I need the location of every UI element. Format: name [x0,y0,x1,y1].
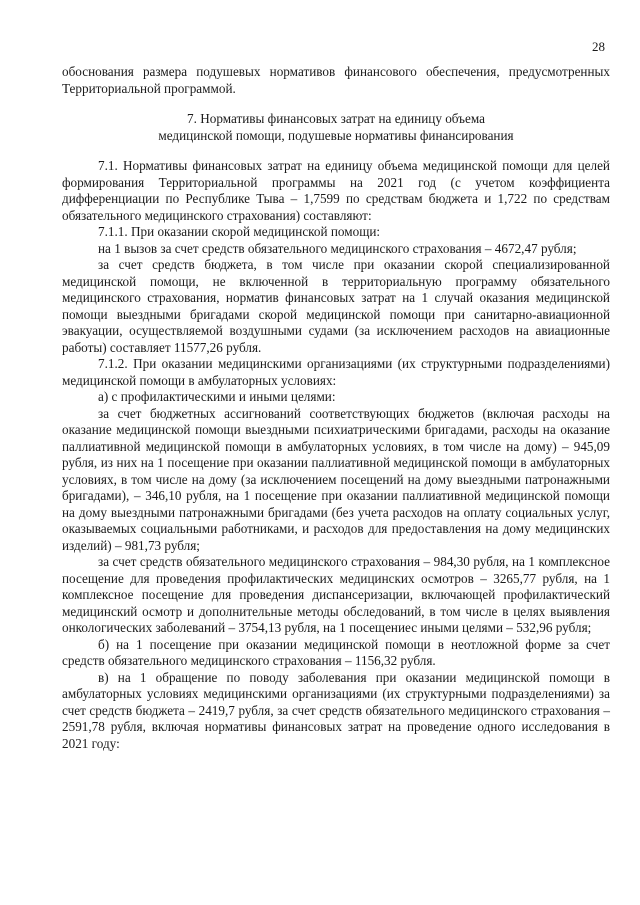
paragraph-7-1-1: 7.1.1. При оказании скорой медицинской помощи: [98,224,381,239]
page-number: 28 [592,39,605,54]
section-title [62,111,610,144]
paragraph-budget-emergency: за счет средств бюджета, в том числе при оказании скорой специализированной медицинской помощи, не включенной в территориальную программу обязательного медицинского страхования, норматив финансовых затрат на 1 случай оказания медицинской помощи выездными бригадами скорой медицинской помощи при санитарно-авиационной эвакуации, осуществляемой воздушными судами (за исключением расходов на авиационные работы) составляет 11577,26 рубля. [62,257,610,355]
section-title-line-2: медицинской помощи, подушевые нормативы финансирования [158,127,514,143]
paragraph-v: в) на 1 обращение по поводу заболевания при оказании медицинской помощи в амбулаторных условиях медицинскими организациями (их структурными подразделениями) за счет средств бюджета – 2419,7 рубля, за счет средств обязательного медицинского страхования – 2591,78 рубля, включая нормативы финансовых затрат на проведение одного исследования в 2021 году: [62,669,610,751]
paragraph-b: б) на 1 посещение при оказании медицинской помощи в неотложной форме за счет средств обязательного медицинского страхования – 1156,32 рубля. [62,636,610,668]
paragraph-7-1-2: 7.1.2. При оказании медицинскими организациями (их структурными подразделениями) медицинской помощи в амбулаторных условиях: [62,356,610,388]
intro-paragraph: обоснования размера подушевых нормативов финансового обеспечения, предусмотренных Территориальной программой. [62,64,610,96]
paragraph-omc-visits: за счет средств обязательного медицинского страхования – 984,30 рубля, на 1 комплексное посещение для проведения профилактических медицинских осмотров – 3265,77 рубля, на 1 комплексное посещение для проведения диспансеризации, включающей профилактический медицинский осмотр и дополнительные методы обследований, в том числе в целях выявления онкологических заболеваний – 3754,13 рубля, на 1 посещениес иными целями – 532,96 рубля; [62,554,610,635]
paragraph-budget-visits: за счет бюджетных ассигнований соответствующих бюджетов (включая расходы на оказание медицинской помощи выездными психиатрическими бригадами, расходы на оказание паллиативной медицинской помощи в амбулаторных условиях, в том числе на дому) – 945,09 рубля, из них на 1 посещение при оказании паллиативной медицинской помощи в амбулаторных условиях, в том числе на дому (за исключением посещений на дому выездными патронажными бригадами), – 346,10 рубля, на 1 посещение при оказании паллиативной медицинской помощи на дому выездными патронажными бригадами (без учета расходов на оплату социальных услуг, оказываемых социальными работниками, и расходов для предоставления на дому медицинских изделий) – 981,73 рубля; [62,405,610,553]
document-body [62,64,610,752]
paragraph-7-1: 7.1. Нормативы финансовых затрат на единицу объема медицинской помощи для целей формирования Территориальной программы на 2021 год (с учетом коэффициента дифференциации по Республике Тыва – 1,7599 по средствам бюджета и 1,722 по средствам обязательного медицинского страхования) составляют: [62,158,610,223]
section-title-line-1: 7. Нормативы финансовых затрат на единицу объема [187,111,485,126]
paragraph-call-omc: на 1 вызов за счет средств обязательного медицинского страхования – 4672,47 рубля; [98,240,577,256]
paragraph-a: а) с профилактическими и иными целями: [98,389,336,404]
